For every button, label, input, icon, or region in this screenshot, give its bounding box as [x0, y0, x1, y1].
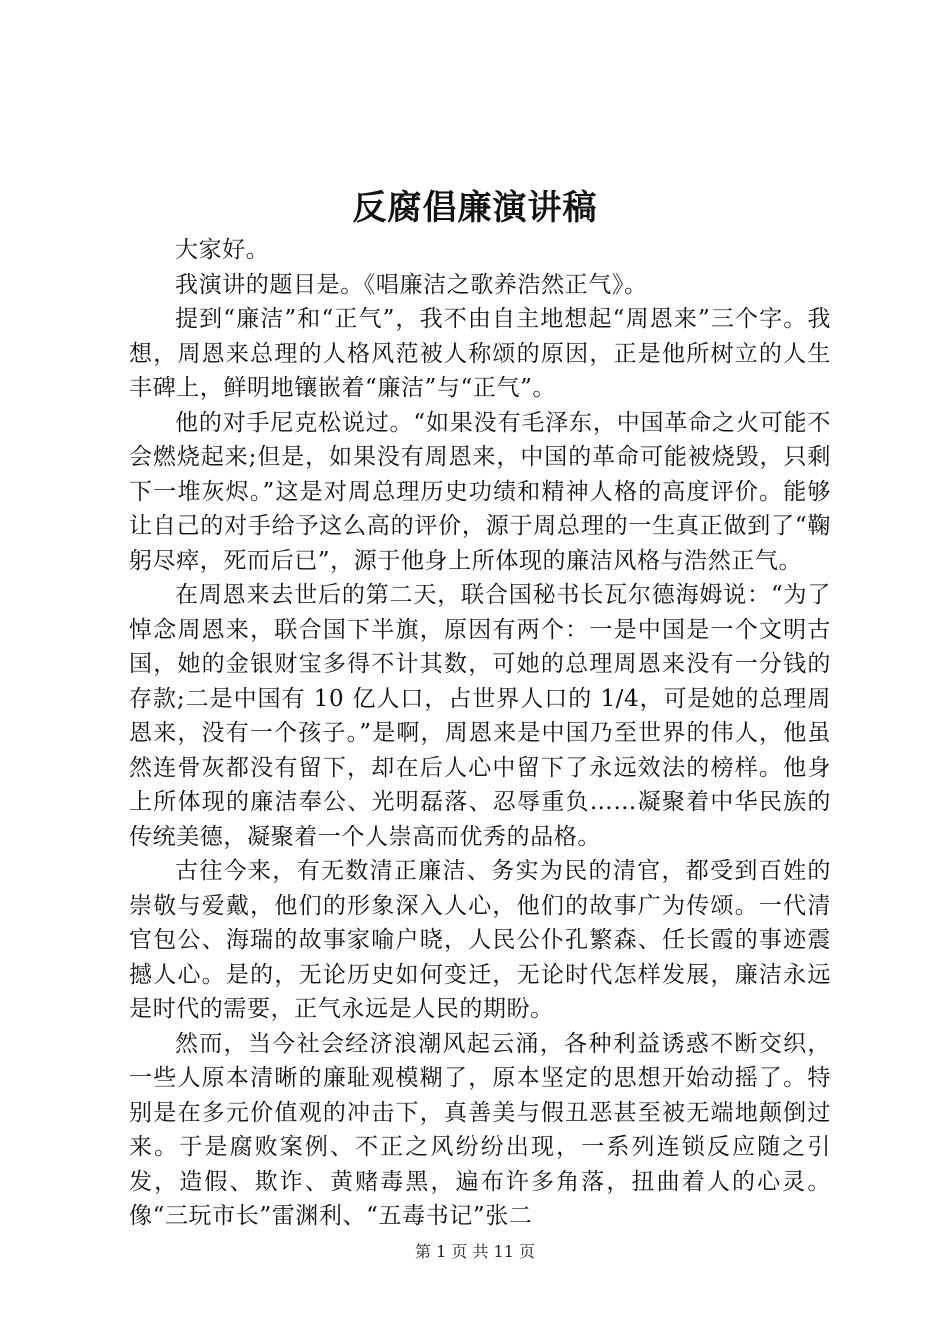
document-title: 反腐倡廉演讲稿: [352, 188, 598, 228]
paragraph-topic: 我演讲的题目是。《唱廉洁之歌养浩然正气》。: [175, 271, 648, 298]
document-body: [129, 233, 831, 1234]
paragraph-upright-officials: 古往今来，有无数清正廉洁、务实为民的清官，都受到百姓的崇敬与爱戴，他们的形象深入人心，他们的故事广为传颂。一代清官包公、海瑞的故事家喻户晓，人民公仆孔繁森、任长霞的事迹震撼人心。是的，无论历史如何变迁，无论时代怎样发展，廉洁永远是时代的需要，正气永远是人民的期盼。: [129, 858, 831, 1022]
paragraph-greeting: 大家好。: [175, 237, 270, 263]
paragraph-un-tribute: 在周恩来去世后的第二天，联合国秘书长瓦尔德海姆说：“为了悼念周恩来，联合国下半旗，原因有两个：一是中国是一个文明古国，她的金银财宝多得不计其数，可她的总理周恩来没有一分钱的存款;二是中国有 10 亿人口，占世界人口的 1/4，可是她的总理周恩来，没有一个孩子。”是啊，周恩来是中国乃至世界的伟人，他虽然连骨灰都没有留下，却在后人心中留下了永远效法的榜样。他身上所体现的廉洁奉公、光明磊落、忍辱重负……凝聚着中华民族的传统美德，凝聚着一个人崇高而优秀的品格。: [129, 582, 831, 850]
page-number-footer: 第 1 页 共 11 页: [415, 1242, 535, 1261]
paragraph-zhou-enlai-intro: 提到“廉洁”和“正气”，我不由自主地想起“周恩来”三个字。我想，周恩来总理的人格风范被人称颂的原因，正是他所树立的人生丰碑上，鲜明地镶嵌着“廉洁”与“正气”。: [129, 306, 831, 401]
paragraph-nixon-quote: 他的对手尼克松说过。“如果没有毛泽东，中国革命之火可能不会燃烧起来;但是，如果没有周恩来，中国的革命可能被烧毁，只剩下一堆灰烬。”这是对周总理历史功绩和精神人格的高度评价。能够让自己的对手给予这么高的评价，源于周总理的一生真正做到了“鞠躬尽瘁，死而后已”，源于他身上所体现的廉洁风格与浩然正气。: [129, 409, 831, 574]
paragraph-corruption-today: 然而，当今社会经济浪潮风起云涌，各种利益诱惑不断交织，一些人原本清晰的廉耻观模糊了，原本坚定的思想开始动摇了。特别是在多元价值观的冲击下，真善美与假丑恶甚至被无端地颠倒过来。于是腐败案例、不正之风纷纷出现，一系列连锁反应随之引发，造假、欺诈、黄赌毒黑，遍布许多角落，扭曲着人的心灵。像“三玩市长”雷渊利、“五毒书记”张二: [129, 1030, 831, 1229]
